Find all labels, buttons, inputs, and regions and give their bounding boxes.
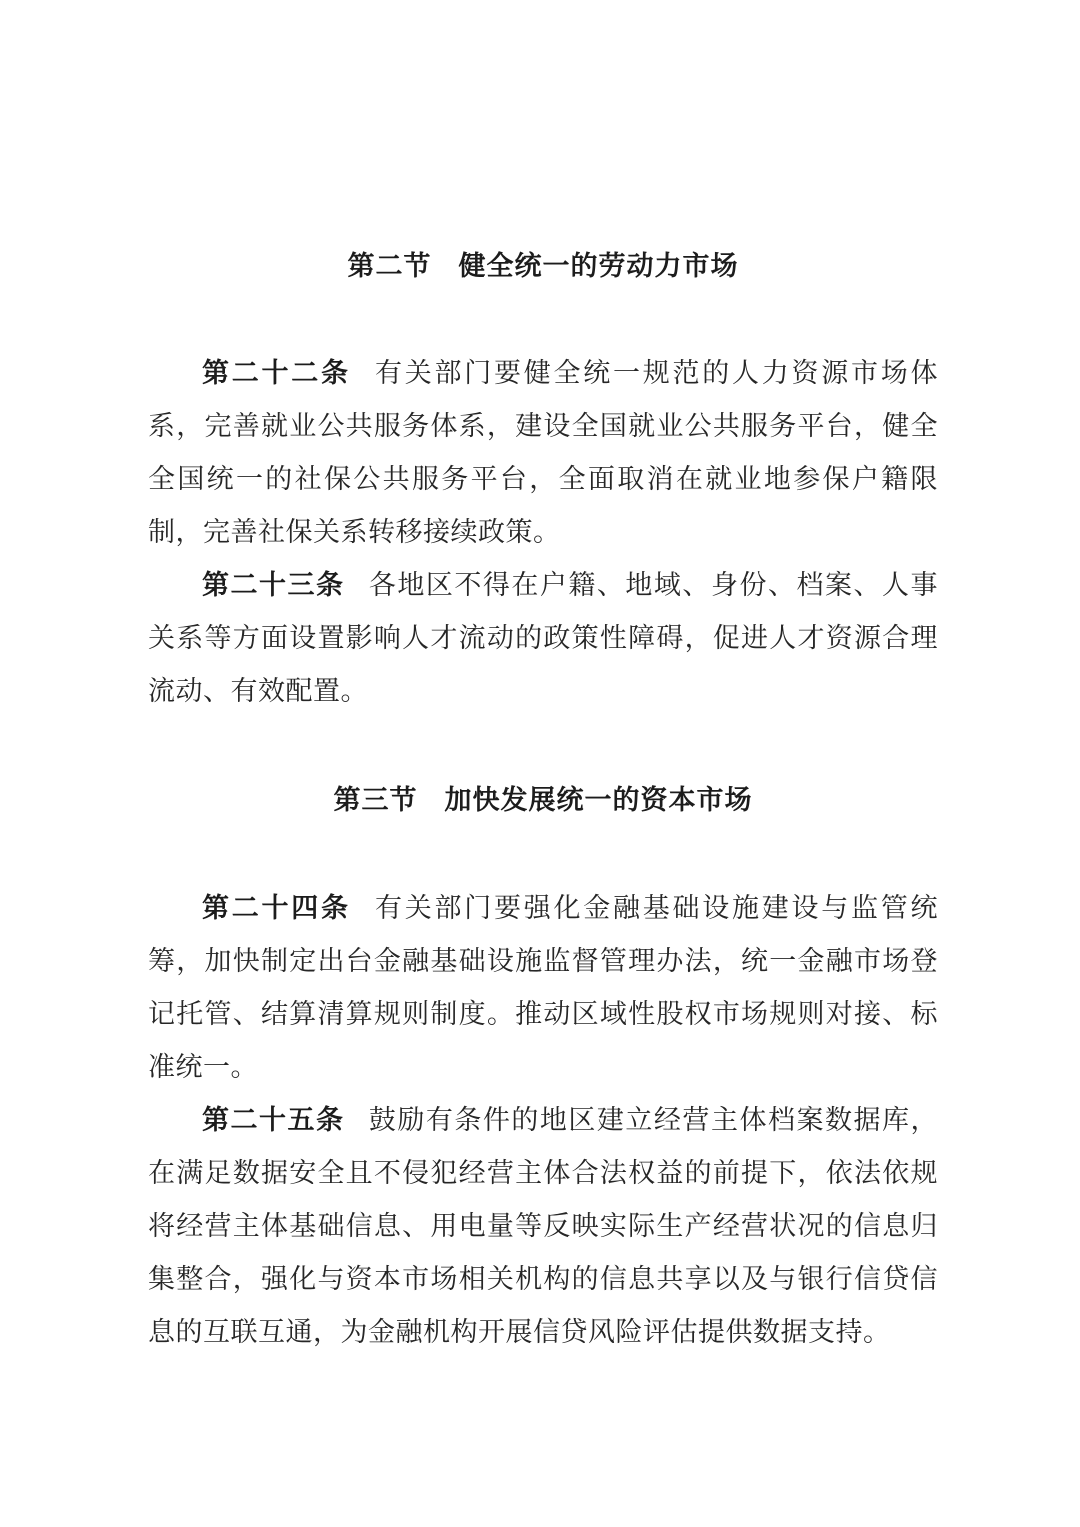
article-25-text: 鼓励有条件的地区建立经营主体档案数据库，在满足数据安全且不侵犯经营主体合法权益的前提下，依法依规将经营主体基础信息、用电量等反映实际生产经营状况的信息归集整合，强化与资本市场相关机构的信息共享以及与银行信贷信息的互联互通，为金融机构开展信贷风险评估提供数据支持。: [148, 1105, 939, 1348]
article-24-label: 第二十四条: [202, 893, 351, 924]
article-24: [148, 882, 938, 1094]
article-22: [148, 347, 938, 559]
article-22-label: 第二十二条: [202, 358, 351, 389]
section-title: 加快发展统一的资本市场: [444, 785, 753, 816]
article-25-label: 第二十五条: [202, 1105, 345, 1136]
section-number: 第二节: [347, 251, 432, 282]
article-23-label: 第二十三条: [202, 570, 345, 601]
article-22-text: 有关部门要健全统一规范的人力资源市场体系，完善就业公共服务体系，建设全国就业公共服务平台，健全全国统一的社保公共服务平台，全面取消在就业地参保户籍限制，完善社保关系转移接续政策。: [148, 358, 939, 548]
article-25: [148, 1094, 938, 1359]
article-24-text: 有关部门要强化金融基础设施建设与监管统筹，加快制定出台金融基础设施监督管理办法，统一金融市场登记托管、结算清算规则制度。推动区域性股权市场规则对接、标准统一。: [148, 893, 939, 1083]
section-heading-labor-market: [148, 240, 938, 293]
article-23: [148, 559, 938, 718]
article-23-text: 各地区不得在户籍、地域、身份、档案、人事关系等方面设置影响人才流动的政策性障碍，促进人才资源合理流动、有效配置。: [148, 570, 939, 707]
section-title: 健全统一的劳动力市场: [458, 251, 739, 282]
section-heading-capital-market: [148, 774, 938, 827]
section-number: 第三节: [333, 785, 418, 816]
